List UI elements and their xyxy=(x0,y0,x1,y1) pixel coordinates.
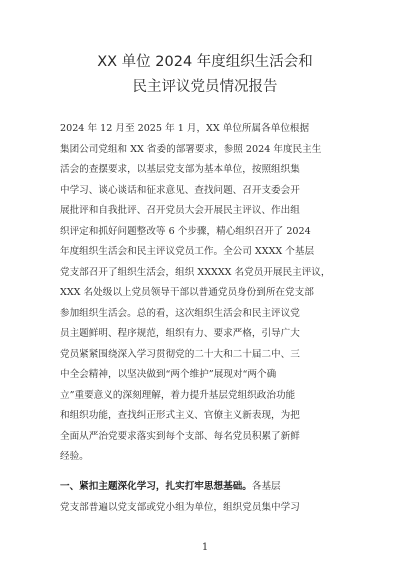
paragraph-line: 经验。 xyxy=(60,451,89,462)
paragraph-line: 展批评和自我批评、召开党员大会开展民主评议、作出组 xyxy=(60,205,300,216)
paragraph-line: 立”重要意义的深刻理解，着力提升基层党组织政治功能 xyxy=(60,389,296,401)
paragraph-line: 中学习、谈心谈话和征求意见、查找问题、召开支委会开 xyxy=(60,184,300,196)
paragraph-line: 党支部普遍以党支部或党小组为单位，组织党员集中学习 xyxy=(60,502,300,513)
paragraph-line: 织评定和抓好问题整改等 6 个步骤，精心组织召开了 2024 xyxy=(60,225,311,237)
section-heading-title: 一、紧扣主题深化学习，扎实打牢思想基础。 xyxy=(60,481,252,492)
paragraph-line: 年度组织生活会和民主评议党员工作。全公司 XXXX 个基层 xyxy=(60,246,315,257)
paragraph-line: 2024 年 12 月至 2025 年 1 月，XX 单位所属各单位根据 xyxy=(60,123,310,134)
paragraph-line: XXX 名处级以上党员领导干部以普通党员身份到所在党支部 xyxy=(60,287,314,298)
paragraph-line: 和组织功能，查找纠正形式主义、官僚主义新表现，为把 xyxy=(60,410,300,421)
paragraph-line: 全面从严治党要求落实到每个支部、每名党员积累了新鲜 xyxy=(60,430,300,442)
paragraph-line: 党员紧紧围绕深入学习贯彻党的二十大和二十届二中、三 xyxy=(60,348,300,360)
document-title-line-1: XX 单位 2024 年度组织生活会和 xyxy=(97,54,313,70)
section-heading xyxy=(60,477,360,498)
page-number: 1 xyxy=(201,542,209,553)
paragraph-line: 集团公司党组和 XX 省委的部署要求，参照 2024 年度民主生 xyxy=(60,143,322,155)
document-title-line-2: 民主评议党员情况报告 xyxy=(132,79,278,95)
paragraph-line: 中全会精神，以坚决做到“两个维护”展现对“两个确 xyxy=(60,369,277,380)
paragraph-line: 员主题鲜明、程序规范，组织有力、要求严格，引导广大 xyxy=(60,328,300,339)
paragraph-line: 活会的查摆要求，以基层党支部为基本单位，按照组织集 xyxy=(60,164,300,175)
paragraph-line: 参加组织生活会。总的看，这次组织生活会和民主评议党 xyxy=(60,307,300,319)
section-heading-continuation: 各基层 xyxy=(251,481,281,492)
paragraph-line: 党支部召开了组织生活会，组织 XXXXX 名党员开展民主评议， xyxy=(60,266,331,278)
